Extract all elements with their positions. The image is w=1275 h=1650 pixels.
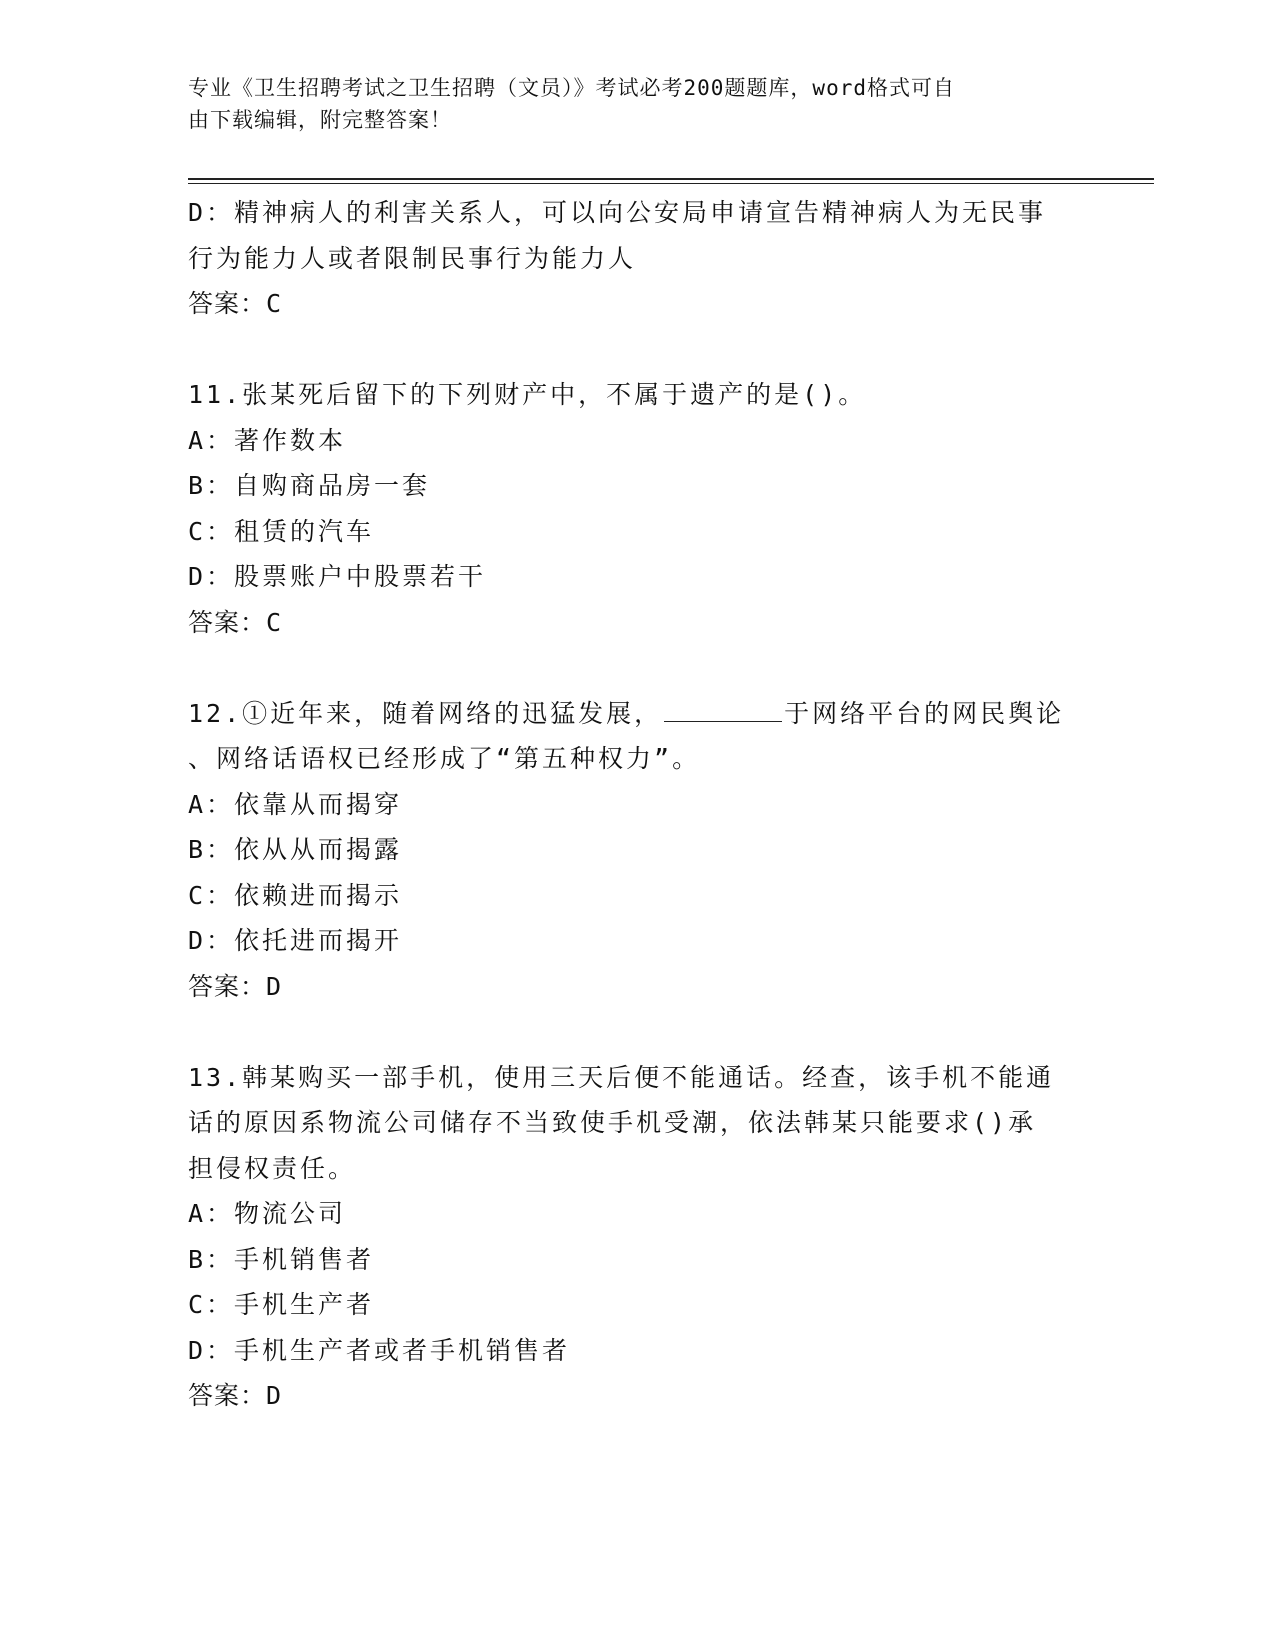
question-spacer <box>188 1009 1088 1055</box>
document-header <box>188 72 1088 136</box>
option-a: A：依靠从而揭穿 <box>188 789 403 819</box>
option-c: C：手机生产者 <box>188 1290 375 1319</box>
option-d: D：股票账户中股票若干 <box>188 562 487 591</box>
option-d-line-1: D：精神病人的利害关系人，可以向公安局申请宣告精神病人为无民事 <box>188 198 1047 227</box>
option-b: B：依从从而揭露 <box>188 835 403 864</box>
header-divider-thin <box>188 183 1154 184</box>
header-line-2: 由下载编辑，附完整答案！ <box>188 108 452 132</box>
question-11 <box>188 372 1088 645</box>
answer-label: 答案：C <box>188 289 283 318</box>
answer-label: 答案：D <box>188 971 283 1001</box>
option-c: C：依赖进而揭示 <box>188 880 403 910</box>
option-d: D：依托进而揭开 <box>188 926 403 955</box>
question-stem-line-2: 、网络话语权已经形成了“第五种权力”。 <box>188 744 701 773</box>
question-stem: 11.张某死后留下的下列财产中，不属于遗产的是()。 <box>188 380 867 409</box>
question-stem-line-1 <box>188 691 1088 737</box>
answer-label: 答案：C <box>188 607 283 637</box>
option-d: D：手机生产者或者手机销售者 <box>188 1335 571 1365</box>
question-spacer <box>188 327 1088 373</box>
question-stem-line-1: 13.韩某购买一部手机，使用三天后便不能通话。经查，该手机不能通 <box>188 1062 1055 1092</box>
question-12 <box>188 691 1088 1010</box>
option-b: B：手机销售者 <box>188 1244 375 1274</box>
option-b: B：自购商品房一套 <box>188 471 431 500</box>
option-c: C：租赁的汽车 <box>188 516 375 546</box>
answer-label: 答案：D <box>188 1381 283 1410</box>
header-line-1: 专业《卫生招聘考试之卫生招聘（文员）》考试必考200题题库，word格式可自 <box>188 76 955 100</box>
option-a: A：物流公司 <box>188 1199 347 1228</box>
stem-after-blank: 于网络平台的网民舆论 <box>784 698 1065 728</box>
document-body <box>188 190 1088 1419</box>
option-a: A：著作数本 <box>188 425 347 455</box>
question-10-continued <box>188 190 1088 327</box>
stem-before-blank: 12.①近年来，随着网络的迅猛发展， <box>188 698 663 728</box>
question-spacer <box>188 645 1088 691</box>
question-stem-line-2: 话的原因系物流公司储存不当致使手机受潮，依法韩某只能要求()承 <box>188 1108 1037 1137</box>
question-13 <box>188 1055 1088 1419</box>
option-d-line-2: 行为能力人或者限制民事行为能力人 <box>188 243 637 273</box>
question-stem-line-3: 担侵权责任。 <box>188 1153 357 1183</box>
fill-in-blank <box>664 695 782 722</box>
header-divider-thick <box>188 178 1154 180</box>
